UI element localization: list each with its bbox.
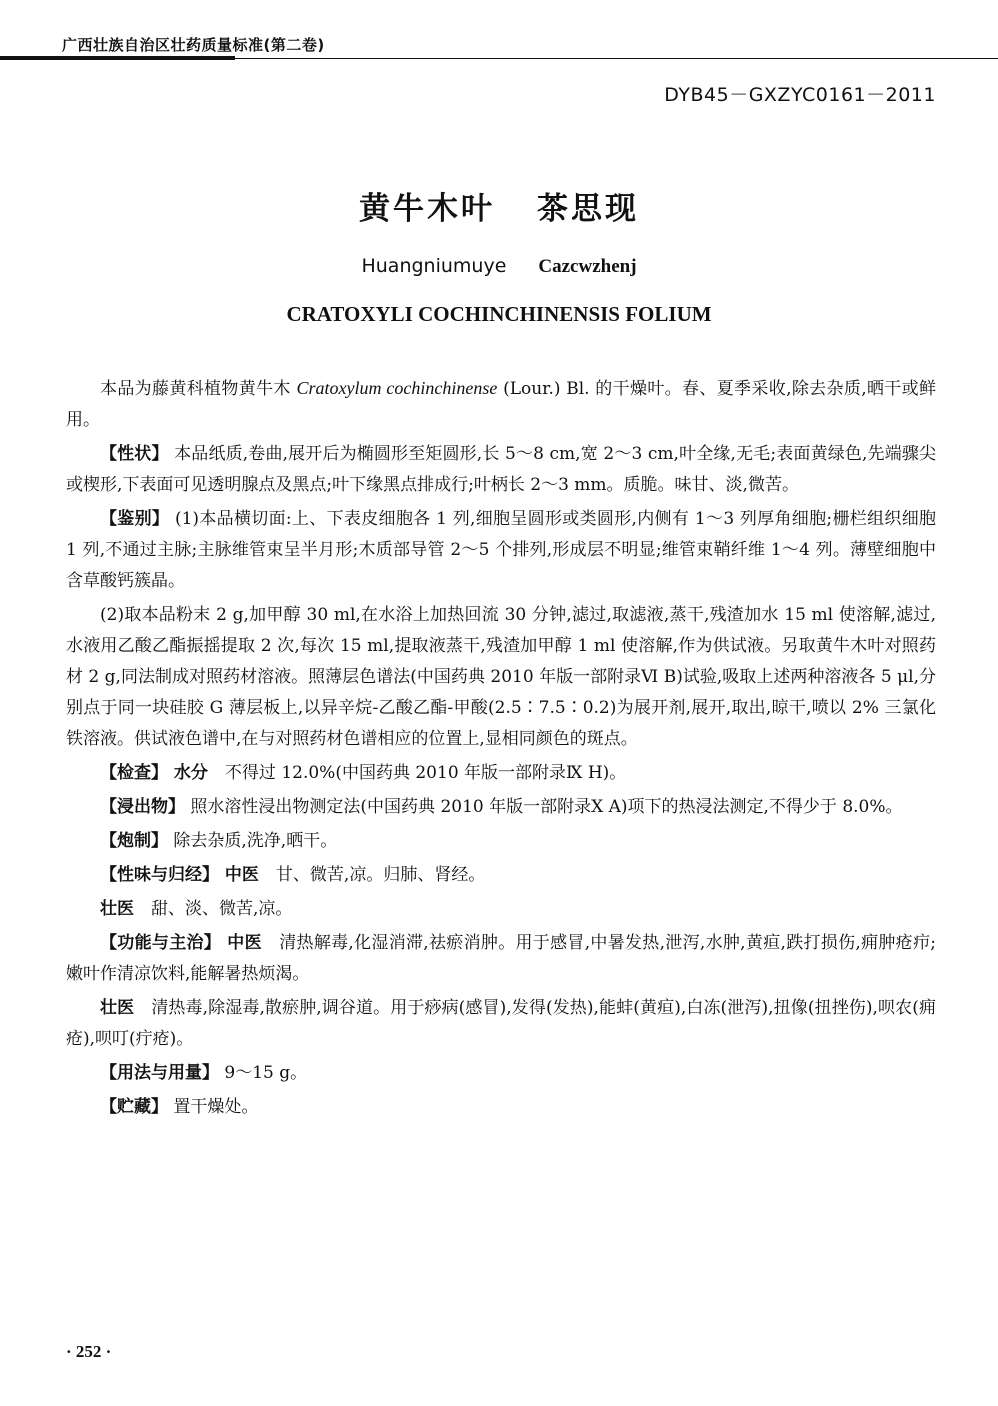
section-jianbie: 【鉴别】 (1)本品横切面:上、下表皮细胞各 1 列,细胞呈圆形或类圆形,内侧有 1～3 列厚角细胞;栅栏组织细胞 1 列,不通过主脉;主脉维管束呈半月形;木质部导管 2～5 个排列,形成层不明显;维管束鞘纤维 1～4 列。薄壁细胞中含草酸钙簇晶。 — [66, 509, 937, 591]
title-zhuang-roman: Cazcwzhenj — [538, 256, 637, 277]
page-number: · 252 · — [66, 1342, 112, 1361]
header-rule-thin — [0, 58, 998, 59]
title-pinyin: Huangniumuye — [361, 255, 507, 277]
section-zhucang: 【贮藏】 置干燥处。 — [100, 1097, 259, 1117]
title-romanization — [0, 255, 998, 278]
section-jiancha: 【检查】 水分 不得过 12.0%(中国药典 2010 年版一部附录Ⅸ H)。 — [100, 763, 627, 783]
latin-name: CRATOXYLI COCHINCHINENSIS FOLIUM — [286, 302, 712, 326]
section-label: 【用法与用量】 — [100, 1063, 219, 1083]
section-label: 【检查】 — [100, 763, 168, 783]
section-label: 【贮藏】 — [100, 1097, 168, 1117]
section-label: 【性状】 — [100, 444, 169, 464]
title-zhuang: 茶思现 — [537, 191, 639, 227]
section-yongfa: 【用法与用量】 9～15 g。 — [100, 1063, 308, 1083]
section-gongneng: 【功能与主治】 中医 清热解毒,化湿消滞,祛瘀消肿。用于感冒,中暑发热,泄泻,水肿,黄疸,跌打损伤,痈肿疮疖;嫩叶作清凉饮料,能解暑热烦渴。 — [66, 933, 937, 984]
subsection-label: 中医 — [221, 933, 262, 953]
monograph-body — [66, 373, 936, 1126]
subsection-label: 壮医 — [100, 998, 135, 1018]
latin-species: Cratoxylum cochinchinense — [296, 378, 498, 398]
page-title — [0, 183, 998, 228]
standard-number: DYB45－GXZYC0161－2011 — [664, 84, 936, 106]
title-chinese: 黄牛木叶 — [359, 191, 495, 227]
subsection-label: 中医 — [219, 865, 259, 885]
subsection-label: 壮医 — [100, 899, 134, 919]
section-label: 【功能与主治】 — [100, 933, 222, 953]
section-label: 【浸出物】 — [100, 797, 185, 817]
subsection-label: 水分 — [168, 763, 208, 783]
section-label: 【鉴别】 — [100, 509, 170, 529]
running-head: 广西壮族自治区壮药质量标准(第二卷) — [62, 36, 325, 54]
section-xingwei: 【性味与归经】 中医 甘、微苦,凉。归肺、肾经。 — [100, 865, 486, 885]
section-xingwei-zhuang: 壮医 甜、淡、微苦,凉。 — [100, 899, 293, 919]
section-xingzhuang: 【性状】 本品纸质,卷曲,展开后为椭圆形至矩圆形,长 5～8 cm,宽 2～3 cm,叶全缘,无毛;表面黄绿色,先端骤尖或楔形,下表面可见透明腺点及黑点;叶下缘黑点排成行;叶柄长 2～3 mm。质脆。味甘、淡,微苦。 — [66, 444, 937, 495]
section-label: 【性味与归经】 — [100, 865, 219, 885]
section-paozhi: 【炮制】 除去杂质,洗净,晒干。 — [100, 831, 338, 851]
section-label: 【炮制】 — [100, 831, 168, 851]
section-gongneng-zhuang: 壮医 清热毒,除湿毒,散瘀肿,调谷道。用于痧病(感冒),发得(发热),能蚌(黄疸),白冻(泄泻),扭像(扭挫伤),呗农(痈疮),呗叮(疔疮)。 — [66, 998, 937, 1049]
section-jinchuwu: 【浸出物】 照水溶性浸出物测定法(中国药典 2010 年版一部附录Ⅹ A)项下的热浸法测定,不得少于 8.0%。 — [100, 797, 903, 817]
intro-paragraph: 本品为藤黄科植物黄牛木 Cratoxylum cochinchinense (Lour.) Bl. 的干燥叶。春、夏季采收,除去杂质,晒干或鲜用。 — [66, 378, 936, 430]
section-jianbie-2: (2)取本品粉末 2 g,加甲醇 30 ml,在水浴上加热回流 30 分钟,滤过,取滤液,蒸干,残渣加水 15 ml 使溶解,滤过,水液用乙酸乙酯振摇提取 2 次,每次 15 ml,提取液蒸干,残渣加甲醇 1 ml 使溶解,作为供试液。另取黄牛木叶对照药材 2 g,同法制成对照药材溶液。照薄层色谱法(中国药典 2010 年版一部附录Ⅵ B)试验,吸取上述两种溶液各 5 μl,分别点于同一块硅胶 G 薄层板上,以异辛烷-乙酸乙酯-甲酸(2.5∶7.5∶0.2)为展开剂,展开,取出,晾干,喷以 2% 三氯化铁溶液。供试液色谱中,在与对照药材色谱相应的位置上,显相同颜色的斑点。 — [66, 605, 937, 749]
